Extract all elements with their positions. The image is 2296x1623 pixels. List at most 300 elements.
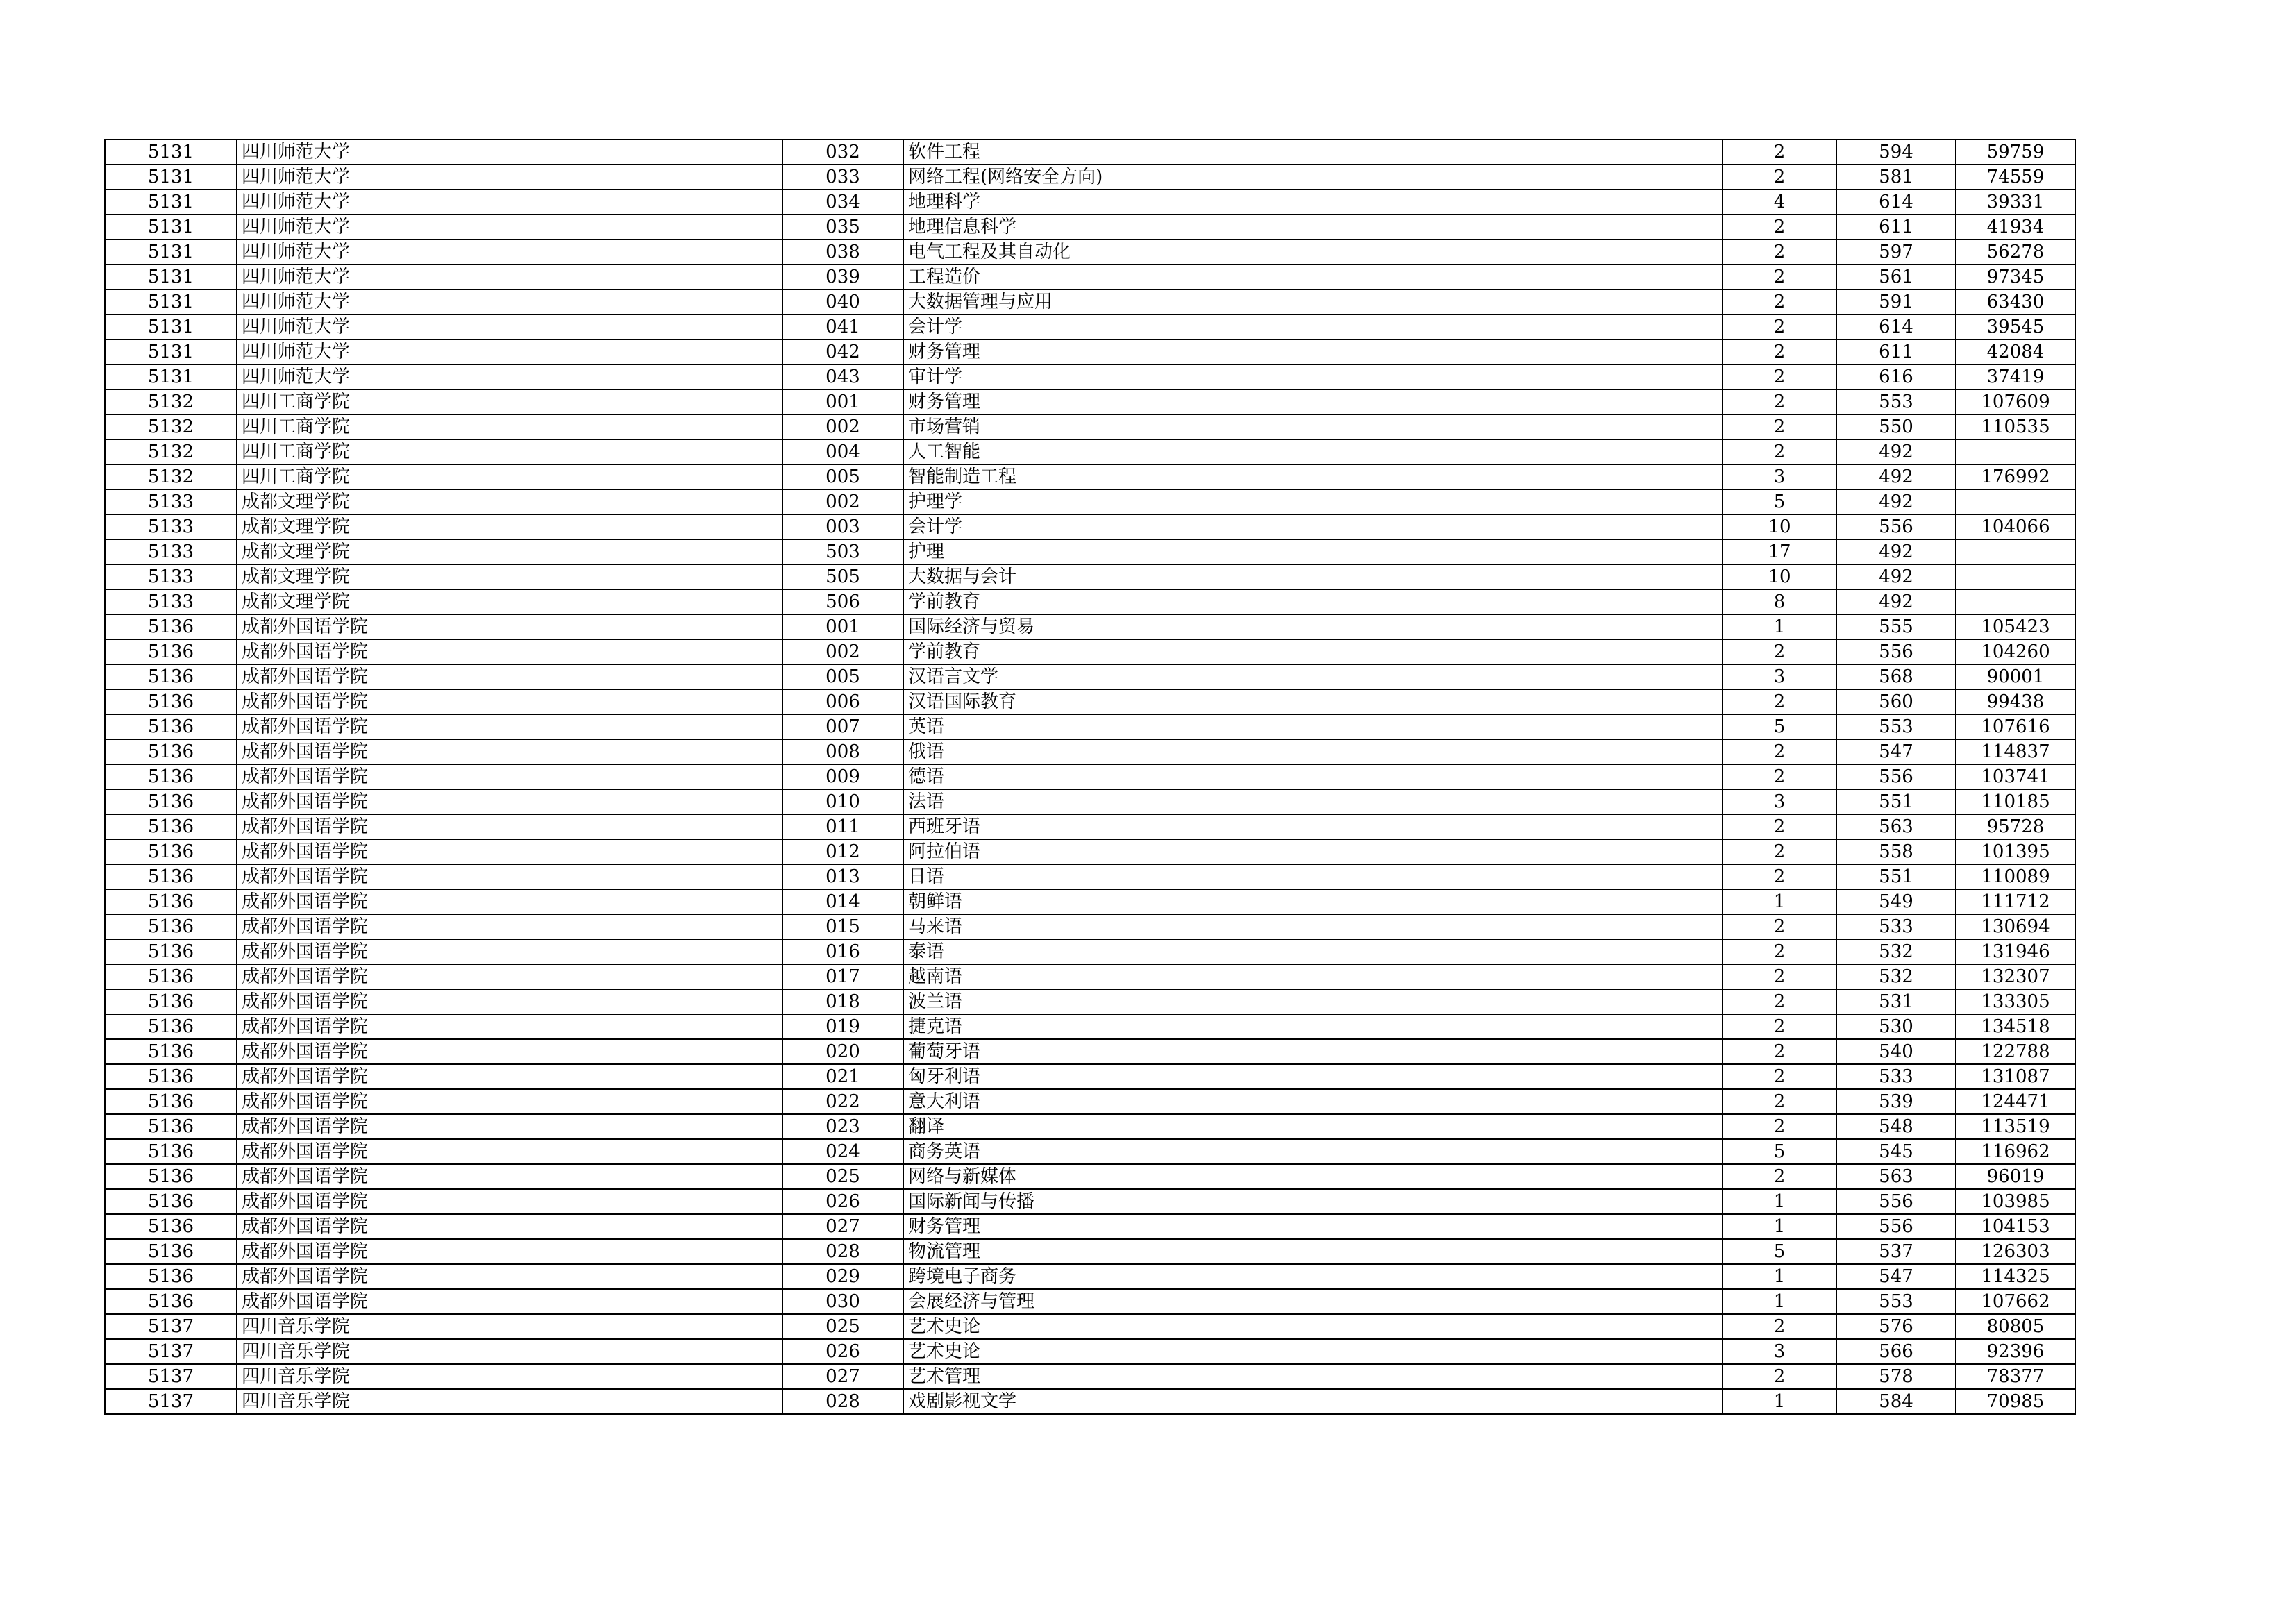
major-code-cell: 025 [782,1164,903,1189]
school-code-cell: 5136 [105,739,237,764]
plan-count-cell: 1 [1723,614,1836,639]
school-name-cell: 成都外国语学院 [237,1114,782,1139]
table-row [105,1189,2075,1214]
major-code-cell: 002 [782,639,903,664]
major-name-cell: 德语 [903,764,1723,789]
major-name-cell: 汉语国际教育 [903,689,1723,714]
school-code-cell: 5136 [105,964,237,989]
plan-count-cell: 17 [1723,539,1836,564]
plan-count-cell: 2 [1723,264,1836,289]
major-code-cell: 027 [782,1214,903,1239]
min-score-cell: 553 [1836,389,1956,414]
min-score-cell: 581 [1836,165,1956,190]
plan-count-cell: 8 [1723,589,1836,614]
min-score-cell: 614 [1836,190,1956,215]
major-code-cell: 039 [782,264,903,289]
school-name-cell: 成都外国语学院 [237,1139,782,1164]
min-score-cell: 553 [1836,714,1956,739]
min-score-cell: 556 [1836,514,1956,539]
min-rank-cell: 103985 [1956,1189,2075,1214]
min-rank-cell [1956,564,2075,589]
school-code-cell: 5136 [105,664,237,689]
min-rank-cell: 104066 [1956,514,2075,539]
school-name-cell: 成都外国语学院 [237,739,782,764]
school-code-cell: 5131 [105,364,237,389]
min-rank-cell: 132307 [1956,964,2075,989]
major-name-cell: 西班牙语 [903,814,1723,839]
major-code-cell: 025 [782,1314,903,1339]
table-row [105,664,2075,689]
plan-count-cell: 2 [1723,140,1836,165]
school-name-cell: 成都外国语学院 [237,814,782,839]
major-code-cell: 019 [782,1014,903,1039]
major-name-cell: 朝鲜语 [903,889,1723,914]
min-score-cell: 553 [1836,1289,1956,1314]
table-row [105,439,2075,464]
min-rank-cell: 124471 [1956,1089,2075,1114]
table-row [105,614,2075,639]
plan-count-cell: 2 [1723,964,1836,989]
min-rank-cell: 114837 [1956,739,2075,764]
major-code-cell: 009 [782,764,903,789]
major-name-cell: 工程造价 [903,264,1723,289]
major-name-cell: 日语 [903,864,1723,889]
major-name-cell: 地理信息科学 [903,215,1723,239]
school-name-cell: 四川师范大学 [237,364,782,389]
min-score-cell: 591 [1836,289,1956,314]
school-code-cell: 5136 [105,1239,237,1264]
plan-count-cell: 2 [1723,1064,1836,1089]
school-name-cell: 成都外国语学院 [237,789,782,814]
table-row [105,764,2075,789]
major-name-cell: 人工智能 [903,439,1723,464]
school-name-cell: 四川师范大学 [237,190,782,215]
min-score-cell: 492 [1836,489,1956,514]
min-score-cell: 547 [1836,1264,1956,1289]
min-score-cell: 551 [1836,864,1956,889]
min-score-cell: 533 [1836,914,1956,939]
major-code-cell: 505 [782,564,903,589]
table-row [105,1214,2075,1239]
min-rank-cell: 39545 [1956,314,2075,339]
plan-count-cell: 2 [1723,689,1836,714]
school-code-cell: 5132 [105,439,237,464]
table-row [105,1339,2075,1364]
min-rank-cell: 97345 [1956,264,2075,289]
min-score-cell: 555 [1836,614,1956,639]
major-name-cell: 市场营销 [903,414,1723,439]
school-name-cell: 四川音乐学院 [237,1389,782,1414]
major-code-cell: 015 [782,914,903,939]
major-name-cell: 物流管理 [903,1239,1723,1264]
table-row [105,1389,2075,1414]
school-name-cell: 四川师范大学 [237,215,782,239]
school-code-cell: 5132 [105,389,237,414]
school-code-cell: 5133 [105,539,237,564]
min-score-cell: 568 [1836,664,1956,689]
major-name-cell: 财务管理 [903,1214,1723,1239]
min-score-cell: 551 [1836,789,1956,814]
table-row [105,689,2075,714]
plan-count-cell: 1 [1723,1264,1836,1289]
major-name-cell: 捷克语 [903,1014,1723,1039]
school-code-cell: 5136 [105,614,237,639]
min-score-cell: 540 [1836,1039,1956,1064]
school-code-cell: 5136 [105,1064,237,1089]
school-code-cell: 5131 [105,165,237,190]
table-row [105,289,2075,314]
min-rank-cell: 130694 [1956,914,2075,939]
major-code-cell: 005 [782,664,903,689]
table-row [105,264,2075,289]
min-score-cell: 563 [1836,814,1956,839]
table-row [105,1064,2075,1089]
plan-count-cell: 1 [1723,1189,1836,1214]
school-code-cell: 5133 [105,564,237,589]
major-code-cell: 001 [782,389,903,414]
major-code-cell: 004 [782,439,903,464]
min-rank-cell: 131946 [1956,939,2075,964]
major-code-cell: 002 [782,414,903,439]
major-name-cell: 翻译 [903,1114,1723,1139]
min-score-cell: 532 [1836,964,1956,989]
major-name-cell: 马来语 [903,914,1723,939]
school-code-cell: 5136 [105,1189,237,1214]
min-score-cell: 556 [1836,639,1956,664]
school-name-cell: 成都外国语学院 [237,714,782,739]
min-score-cell: 614 [1836,314,1956,339]
major-code-cell: 023 [782,1114,903,1139]
major-code-cell: 033 [782,165,903,190]
major-code-cell: 016 [782,939,903,964]
table-row [105,889,2075,914]
table-row [105,864,2075,889]
school-name-cell: 成都外国语学院 [237,964,782,989]
school-name-cell: 成都外国语学院 [237,639,782,664]
major-name-cell: 英语 [903,714,1723,739]
major-code-cell: 002 [782,489,903,514]
school-code-cell: 5133 [105,589,237,614]
school-name-cell: 成都外国语学院 [237,1289,782,1314]
min-score-cell: 584 [1836,1389,1956,1414]
plan-count-cell: 3 [1723,664,1836,689]
school-code-cell: 5137 [105,1314,237,1339]
min-rank-cell [1956,489,2075,514]
plan-count-cell: 2 [1723,289,1836,314]
major-code-cell: 020 [782,1039,903,1064]
major-name-cell: 财务管理 [903,339,1723,364]
plan-count-cell: 2 [1723,914,1836,939]
min-score-cell: 576 [1836,1314,1956,1339]
plan-count-cell: 4 [1723,190,1836,215]
school-code-cell: 5136 [105,1139,237,1164]
min-score-cell: 611 [1836,339,1956,364]
min-rank-cell: 105423 [1956,614,2075,639]
school-code-cell: 5136 [105,689,237,714]
school-code-cell: 5133 [105,489,237,514]
min-rank-cell: 99438 [1956,689,2075,714]
school-code-cell: 5136 [105,1014,237,1039]
major-name-cell: 匈牙利语 [903,1064,1723,1089]
min-rank-cell: 110535 [1956,414,2075,439]
plan-count-cell: 3 [1723,789,1836,814]
min-rank-cell: 104260 [1956,639,2075,664]
school-code-cell: 5131 [105,264,237,289]
table-row [105,1264,2075,1289]
min-rank-cell: 110089 [1956,864,2075,889]
plan-count-cell: 2 [1723,1114,1836,1139]
table-row [105,714,2075,739]
min-rank-cell: 37419 [1956,364,2075,389]
min-rank-cell: 110185 [1956,789,2075,814]
plan-count-cell: 2 [1723,165,1836,190]
plan-count-cell: 2 [1723,239,1836,264]
major-name-cell: 泰语 [903,939,1723,964]
table-row [105,814,2075,839]
table-row [105,389,2075,414]
major-name-cell: 地理科学 [903,190,1723,215]
plan-count-cell: 2 [1723,215,1836,239]
min-rank-cell: 90001 [1956,664,2075,689]
school-code-cell: 5131 [105,314,237,339]
major-code-cell: 043 [782,364,903,389]
school-code-cell: 5136 [105,1264,237,1289]
school-name-cell: 四川师范大学 [237,314,782,339]
plan-count-cell: 5 [1723,489,1836,514]
min-rank-cell: 126303 [1956,1239,2075,1264]
school-code-cell: 5137 [105,1389,237,1414]
school-name-cell: 成都外国语学院 [237,914,782,939]
table-row [105,639,2075,664]
major-code-cell: 026 [782,1339,903,1364]
major-name-cell: 会展经济与管理 [903,1289,1723,1314]
major-code-cell: 506 [782,589,903,614]
school-code-cell: 5136 [105,864,237,889]
min-rank-cell: 39331 [1956,190,2075,215]
plan-count-cell: 1 [1723,889,1836,914]
major-code-cell: 021 [782,1064,903,1089]
min-rank-cell: 116962 [1956,1139,2075,1164]
major-code-cell: 040 [782,289,903,314]
major-code-cell: 007 [782,714,903,739]
school-code-cell: 5131 [105,140,237,165]
min-score-cell: 492 [1836,564,1956,589]
major-name-cell: 商务英语 [903,1139,1723,1164]
min-score-cell: 550 [1836,414,1956,439]
school-code-cell: 5137 [105,1364,237,1389]
min-score-cell: 547 [1836,739,1956,764]
min-score-cell: 539 [1836,1089,1956,1114]
min-score-cell: 532 [1836,939,1956,964]
min-score-cell: 556 [1836,1214,1956,1239]
school-code-cell: 5136 [105,639,237,664]
school-name-cell: 成都文理学院 [237,539,782,564]
major-code-cell: 035 [782,215,903,239]
school-name-cell: 四川音乐学院 [237,1339,782,1364]
major-code-cell: 028 [782,1389,903,1414]
school-code-cell: 5132 [105,414,237,439]
major-name-cell: 会计学 [903,314,1723,339]
plan-count-cell: 5 [1723,1239,1836,1264]
major-code-cell: 006 [782,689,903,714]
school-name-cell: 成都文理学院 [237,514,782,539]
major-name-cell: 国际经济与贸易 [903,614,1723,639]
major-name-cell: 学前教育 [903,589,1723,614]
major-code-cell: 017 [782,964,903,989]
school-name-cell: 四川师范大学 [237,140,782,165]
min-rank-cell: 41934 [1956,215,2075,239]
major-name-cell: 艺术管理 [903,1364,1723,1389]
school-name-cell: 四川工商学院 [237,439,782,464]
school-name-cell: 四川师范大学 [237,264,782,289]
major-code-cell: 010 [782,789,903,814]
school-code-cell: 5133 [105,514,237,539]
table-row [105,1239,2075,1264]
table-row [105,314,2075,339]
table-row [105,1314,2075,1339]
plan-count-cell: 10 [1723,514,1836,539]
school-code-cell: 5136 [105,889,237,914]
major-code-cell: 008 [782,739,903,764]
major-code-cell: 012 [782,839,903,864]
table-row [105,839,2075,864]
major-code-cell: 030 [782,1289,903,1314]
min-rank-cell: 70985 [1956,1389,2075,1414]
min-score-cell: 549 [1836,889,1956,914]
school-name-cell: 成都外国语学院 [237,1164,782,1189]
school-code-cell: 5131 [105,339,237,364]
school-name-cell: 四川师范大学 [237,289,782,314]
major-name-cell: 戏剧影视文学 [903,1389,1723,1414]
major-code-cell: 503 [782,539,903,564]
major-code-cell: 032 [782,140,903,165]
table-row [105,140,2075,165]
plan-count-cell: 2 [1723,389,1836,414]
min-rank-cell: 56278 [1956,239,2075,264]
major-name-cell: 护理 [903,539,1723,564]
major-name-cell: 软件工程 [903,140,1723,165]
school-code-cell: 5136 [105,914,237,939]
major-name-cell: 波兰语 [903,989,1723,1014]
major-name-cell: 法语 [903,789,1723,814]
min-score-cell: 561 [1836,264,1956,289]
major-name-cell: 俄语 [903,739,1723,764]
school-code-cell: 5131 [105,289,237,314]
major-name-cell: 意大利语 [903,1089,1723,1114]
major-code-cell: 041 [782,314,903,339]
plan-count-cell: 5 [1723,714,1836,739]
table-row [105,739,2075,764]
min-score-cell: 492 [1836,439,1956,464]
min-score-cell: 556 [1836,1189,1956,1214]
table-row [105,1164,2075,1189]
plan-count-cell: 2 [1723,1164,1836,1189]
major-name-cell: 学前教育 [903,639,1723,664]
major-code-cell: 013 [782,864,903,889]
plan-count-cell: 3 [1723,464,1836,489]
major-code-cell: 024 [782,1139,903,1164]
school-name-cell: 成都外国语学院 [237,839,782,864]
school-name-cell: 成都文理学院 [237,589,782,614]
min-rank-cell: 101395 [1956,839,2075,864]
table-row [105,1014,2075,1039]
school-name-cell: 成都外国语学院 [237,1214,782,1239]
table-row [105,1139,2075,1164]
major-code-cell: 022 [782,1089,903,1114]
major-name-cell: 网络与新媒体 [903,1164,1723,1189]
plan-count-cell: 5 [1723,1139,1836,1164]
min-score-cell: 558 [1836,839,1956,864]
major-name-cell: 葡萄牙语 [903,1039,1723,1064]
table-row [105,539,2075,564]
school-code-cell: 5136 [105,1289,237,1314]
min-rank-cell: 59759 [1956,140,2075,165]
table-row [105,1114,2075,1139]
major-name-cell: 大数据与会计 [903,564,1723,589]
school-code-cell: 5136 [105,839,237,864]
school-name-cell: 四川工商学院 [237,389,782,414]
min-score-cell: 616 [1836,364,1956,389]
major-code-cell: 018 [782,989,903,1014]
plan-count-cell: 2 [1723,314,1836,339]
major-name-cell: 大数据管理与应用 [903,289,1723,314]
school-name-cell: 四川师范大学 [237,339,782,364]
major-name-cell: 会计学 [903,514,1723,539]
school-code-cell: 5136 [105,789,237,814]
plan-count-cell: 2 [1723,939,1836,964]
min-rank-cell: 78377 [1956,1364,2075,1389]
table-row [105,964,2075,989]
school-code-cell: 5136 [105,1214,237,1239]
school-name-cell: 四川音乐学院 [237,1314,782,1339]
min-rank-cell [1956,589,2075,614]
min-score-cell: 545 [1836,1139,1956,1164]
min-rank-cell: 63430 [1956,289,2075,314]
min-rank-cell: 107609 [1956,389,2075,414]
major-code-cell: 014 [782,889,903,914]
major-code-cell: 028 [782,1239,903,1264]
min-rank-cell: 107662 [1956,1289,2075,1314]
major-code-cell: 034 [782,190,903,215]
min-score-cell: 533 [1836,1064,1956,1089]
school-code-cell: 5136 [105,1114,237,1139]
plan-count-cell: 2 [1723,364,1836,389]
school-name-cell: 成都外国语学院 [237,614,782,639]
min-score-cell: 531 [1836,989,1956,1014]
min-score-cell: 594 [1836,140,1956,165]
min-rank-cell [1956,539,2075,564]
plan-count-cell: 2 [1723,414,1836,439]
table-row [105,165,2075,190]
major-name-cell: 越南语 [903,964,1723,989]
min-score-cell: 597 [1836,239,1956,264]
school-name-cell: 成都外国语学院 [237,989,782,1014]
school-name-cell: 四川工商学院 [237,464,782,489]
min-rank-cell: 122788 [1956,1039,2075,1064]
min-score-cell: 492 [1836,464,1956,489]
plan-count-cell: 2 [1723,1314,1836,1339]
plan-count-cell: 2 [1723,839,1836,864]
table-body [105,140,2075,1414]
table-row [105,789,2075,814]
major-code-cell: 029 [782,1264,903,1289]
school-name-cell: 四川师范大学 [237,239,782,264]
plan-count-cell: 2 [1723,439,1836,464]
table-row [105,190,2075,215]
min-score-cell: 563 [1836,1164,1956,1189]
plan-count-cell: 2 [1723,1364,1836,1389]
min-rank-cell: 42084 [1956,339,2075,364]
